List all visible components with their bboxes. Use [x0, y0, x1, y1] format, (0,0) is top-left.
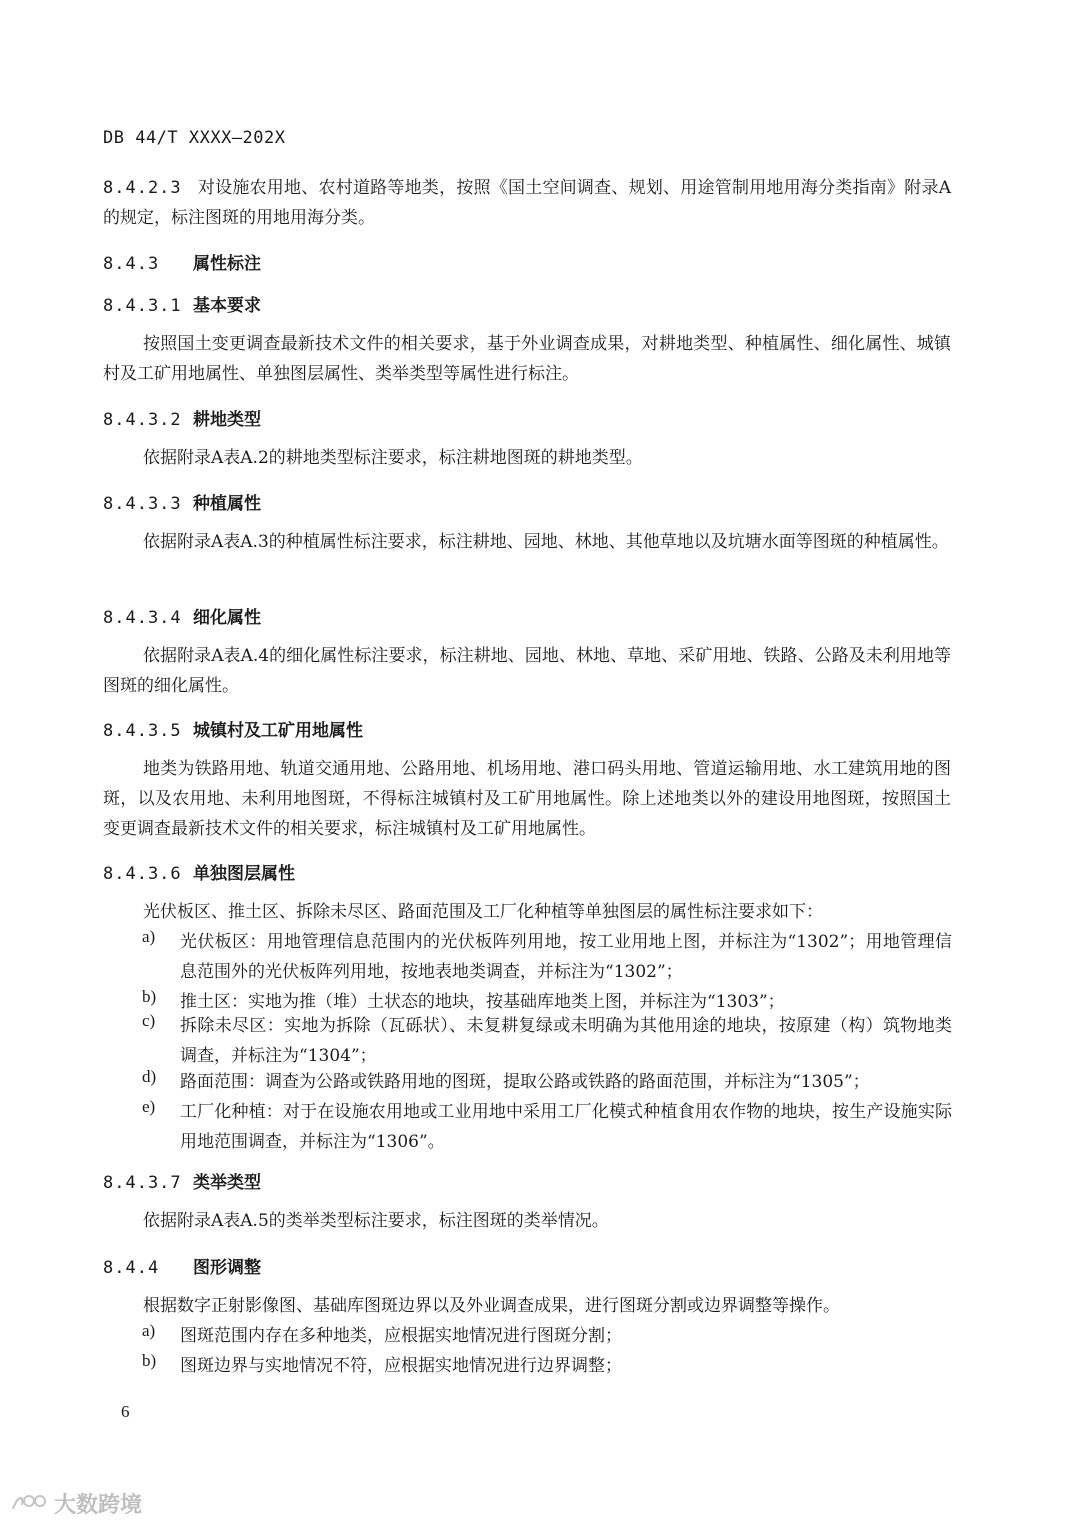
section-number: 8.4.3.7: [103, 1173, 182, 1193]
list-item-letter: c): [142, 1011, 156, 1030]
section-number: 8.4.3.4: [103, 608, 182, 628]
list-item-letter: b): [142, 1351, 157, 1370]
section-number: 8.4.3.3: [103, 494, 182, 514]
list-item-letter: b): [142, 987, 157, 1006]
section-title: 耕地类型: [193, 410, 261, 430]
list-item-text: 图斑范围内存在多种地类，应根据实地情况进行图斑分割；: [180, 1326, 622, 1346]
list-item-letter: a): [142, 927, 156, 946]
watermark: [10, 1488, 142, 1521]
section-heading-8-4-3-1: [103, 291, 261, 316]
section-heading-8-4-4: [103, 1253, 261, 1278]
section-title: 属性标注: [193, 254, 261, 274]
paragraph-urban-mining-attribute: 地类为铁路用地、轨道交通用地、公路用地、机场用地、港口码头用地、管道运输用地、水工建筑用地的图斑，以及农用地、未利用地图斑，不得标注城镇村及工矿用地属性。除上述地类以外的建设用地图斑，按照国土变更调查最新技术文件的相关要求，标注城镇村及工矿用地属性。: [103, 759, 951, 839]
section-title: 种植属性: [193, 494, 261, 514]
clause-text: 对设施农用地、农村道路等地类，按照《国土空间调查、规划、用途管制用地用海分类指南》附录A的规定，标注图斑的用地用海分类。: [103, 178, 951, 228]
standard-code: DB 44/T XXXX—202X: [103, 128, 286, 148]
section-heading-8-4-3-6: [103, 859, 295, 884]
list-item-text: 推土区：实地为推（堆）土状态的地块，按基础库地类上图，并标注为“1303”；: [180, 992, 785, 1012]
paragraph-graphic-adjustment-intro: 根据数字正射影像图、基础库图斑边界以及外业调查成果，进行图斑分割或边界调整等操作。: [143, 1296, 840, 1316]
section-title: 图形调整: [193, 1258, 261, 1278]
section-number: 8.4.3.2: [103, 410, 182, 430]
section-heading-8-4-3: [103, 249, 261, 274]
section-number: 8.4.3.5: [103, 721, 182, 741]
paragraph-planting-attribute: 依据附录A表A.3的种植属性标注要求，标注耕地、园地、林地、其他草地以及坑塘水面等图斑的种植属性。: [143, 532, 949, 552]
section-title: 细化属性: [193, 608, 261, 628]
watermark-text: 大数跨境: [54, 1493, 143, 1518]
section-number: 8.4.3.6: [103, 864, 182, 884]
list-item-letter: e): [142, 1097, 156, 1116]
section-number: 8.4.3.1: [103, 296, 182, 316]
section-heading-8-4-3-2: [103, 405, 261, 430]
paragraph-refined-attribute: 依据附录A表A.4的细化属性标注要求，标注耕地、园地、林地、草地、采矿用地、铁路、公路及未利用地等图斑的细化属性。: [103, 646, 951, 696]
list-item-text: 路面范围：调查为公路或铁路用地的图斑，提取公路或铁路的路面范围，并标注为“1305”；: [180, 1072, 870, 1092]
list-item-text: 拆除未尽区：实地为拆除（瓦砾状）、未复耕复绿或未明确为其他用途的地块，按原建（构）筑物地类调查，并标注为“1304”；: [180, 1016, 952, 1066]
watermark-logo-icon: [10, 1491, 50, 1521]
clause-number: 8.4.2.3: [103, 178, 182, 198]
section-title: 单独图层属性: [193, 864, 295, 884]
paragraph-enumeration-type: 依据附录A表A.5的类举类型标注要求，标注图斑的类举情况。: [143, 1211, 609, 1231]
section-heading-8-4-3-3: [103, 489, 261, 514]
paragraph-basic-requirements: 按照国土变更调查最新技术文件的相关要求，基于外业调查成果，对耕地类型、种植属性、细化属性、城镇村及工矿用地属性、单独图层属性、类举类型等属性进行标注。: [103, 334, 951, 384]
list-item-text: 工厂化种植：对于在设施农用地或工业用地中采用工厂化模式种植食用农作物的地块，按生产设施实际用地范围调查，并标注为“1306”。: [180, 1102, 952, 1152]
page-number: 6: [121, 1402, 130, 1421]
section-title: 城镇村及工矿用地属性: [193, 721, 363, 741]
list-item-letter: d): [142, 1067, 157, 1086]
clause-8-4-2-3: [103, 173, 951, 233]
section-title: 基本要求: [193, 296, 261, 316]
section-heading-8-4-3-5: [103, 716, 363, 741]
list-item-text: 图斑边界与实地情况不符，应根据实地情况进行边界调整；: [180, 1356, 622, 1376]
section-number: 8.4.4: [103, 1258, 160, 1278]
paragraph-separate-layer-intro: 光伏板区、推土区、拆除未尽区、路面范围及工厂化种植等单独图层的属性标注要求如下：: [143, 902, 823, 922]
list-item-text: 光伏板区：用地管理信息范围内的光伏板阵列用地，按工业用地上图，并标注为“1302”；用地管理信息范围外的光伏板阵列用地，按地表地类调查，并标注为“1302”；: [180, 932, 952, 982]
section-title: 类举类型: [193, 1173, 261, 1193]
list-item-letter: a): [142, 1321, 156, 1340]
section-number: 8.4.3: [103, 254, 160, 274]
paragraph-cultivated-land-type: 依据附录A表A.2的耕地类型标注要求，标注耕地图斑的耕地类型。: [143, 448, 643, 468]
section-heading-8-4-3-4: [103, 603, 261, 628]
section-heading-8-4-3-7: [103, 1168, 261, 1193]
